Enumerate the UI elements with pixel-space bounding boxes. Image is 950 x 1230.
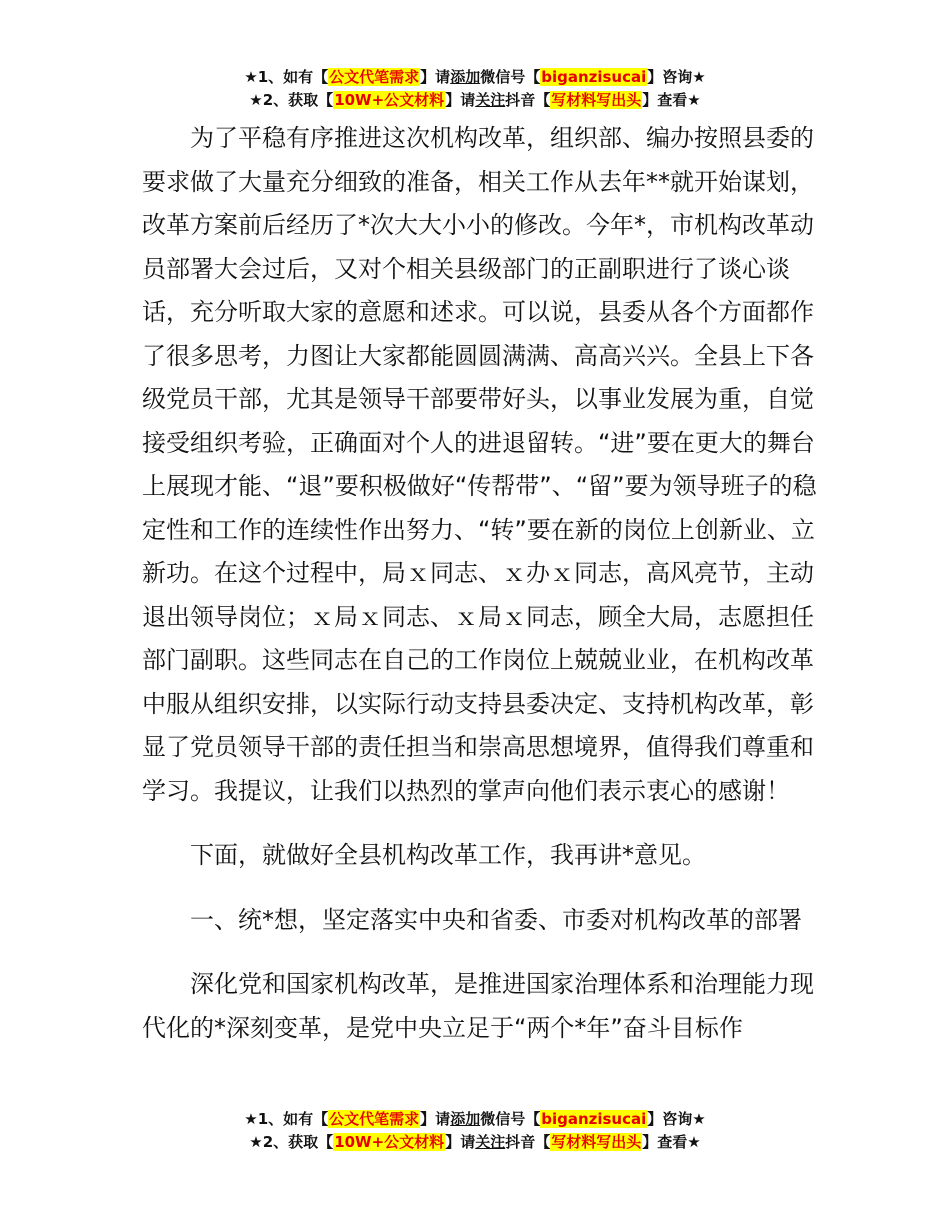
banner-text: 】咨询★ (647, 1110, 706, 1128)
banner-highlight: 公文代笔需求 (329, 1110, 420, 1128)
paragraph-3: 深化党和国家机构改革，是推进国家治理体系和治理能力现代化的*深刻变革，是党中央立足于“两个*年”奋斗目标作 (142, 970, 814, 1042)
banner-text: 】请 (420, 1110, 451, 1128)
bottom-banner-line-2 (0, 1131, 950, 1154)
banner-text: 微信号【 (480, 1110, 541, 1128)
top-banner (0, 66, 950, 112)
banner-highlight: 10W+公文材料 (334, 1133, 445, 1151)
top-banner-line-2 (0, 89, 950, 112)
banner-underline: 添加 (450, 1110, 481, 1128)
banner-text: 】请 (445, 1133, 476, 1151)
paragraph-2: 下面，就做好全县机构改革工作，我再讲*意见。 (190, 841, 706, 869)
top-banner-line-1 (0, 66, 950, 89)
banner-highlight: 10W+公文材料 (334, 91, 445, 109)
banner-text: 】请 (445, 91, 476, 109)
banner-highlight: biganzisucai (541, 68, 647, 86)
banner-underline: 添加 (450, 68, 481, 86)
banner-text: 】请 (420, 68, 451, 86)
banner-underline: 关注 (475, 91, 506, 109)
banner-highlight: 写材料写出头 (551, 1133, 642, 1151)
banner-text: 】查看★ (642, 1133, 701, 1151)
banner-text: ★2、获取【 (249, 1133, 334, 1151)
document-body (142, 117, 822, 1050)
banner-text: 抖音【 (505, 1133, 551, 1151)
banner-text: ★2、获取【 (249, 91, 334, 109)
banner-text: 】咨询★ (647, 68, 706, 86)
banner-text: ★1、如有【 (244, 68, 329, 86)
bottom-banner-line-1 (0, 1108, 950, 1131)
banner-highlight: 公文代笔需求 (329, 68, 420, 86)
banner-highlight: 写材料写出头 (551, 91, 642, 109)
banner-text: 】查看★ (642, 91, 701, 109)
section-heading-1: 一、统*想，坚定落实中央和省委、市委对机构改革的部署 (190, 905, 802, 934)
banner-text: ★1、如有【 (244, 1110, 329, 1128)
banner-underline: 关注 (475, 1133, 506, 1151)
paragraph-1: 为了平稳有序推进这次机构改革，组织部、编办按照县委的要求做了大量充分细致的准备，相关工作从去年**就开始谋划，改革方案前后经历了*次大大小小的修改。今年*，市机构改革动员部署大会过后，又对个相关县级部门的正副职进行了谈心谈话，充分听取大家的意愿和述求。可以说，县委从各个方面都作了很多思考，力图让大家都能圆圆满满、高高兴兴。全县上下各级党员干部，尤其是领导干部要带好头，以事业发展为重，自觉接受组织考验，正确面对个人的进退留转。“进”要在更大的舞台上展现才能、“退”要积极做好“传帮带”、“留”要为领导班子的稳定性和工作的连续性作出努力、“转”要在新的岗位上创新业、立新功。在这个过程中，局ｘ同志、ｘ办ｘ同志，高风亮节，主动退出领导岗位；ｘ局ｘ同志、ｘ局ｘ同志，顾全大局，志愿担任部门副职。这些同志在自己的工作岗位上兢兢业业，在机构改革中服从组织安排，以实际行动支持县委决定、支持机构改革，彰显了党员领导干部的责任担当和崇高思想境界，值得我们尊重和学习。我提议，让我们以热烈的掌声向他们表示衷心的感谢！ (142, 124, 817, 805)
bottom-banner (0, 1108, 950, 1154)
banner-highlight: biganzisucai (541, 1110, 647, 1128)
banner-text: 微信号【 (480, 68, 541, 86)
banner-text: 抖音【 (505, 91, 551, 109)
